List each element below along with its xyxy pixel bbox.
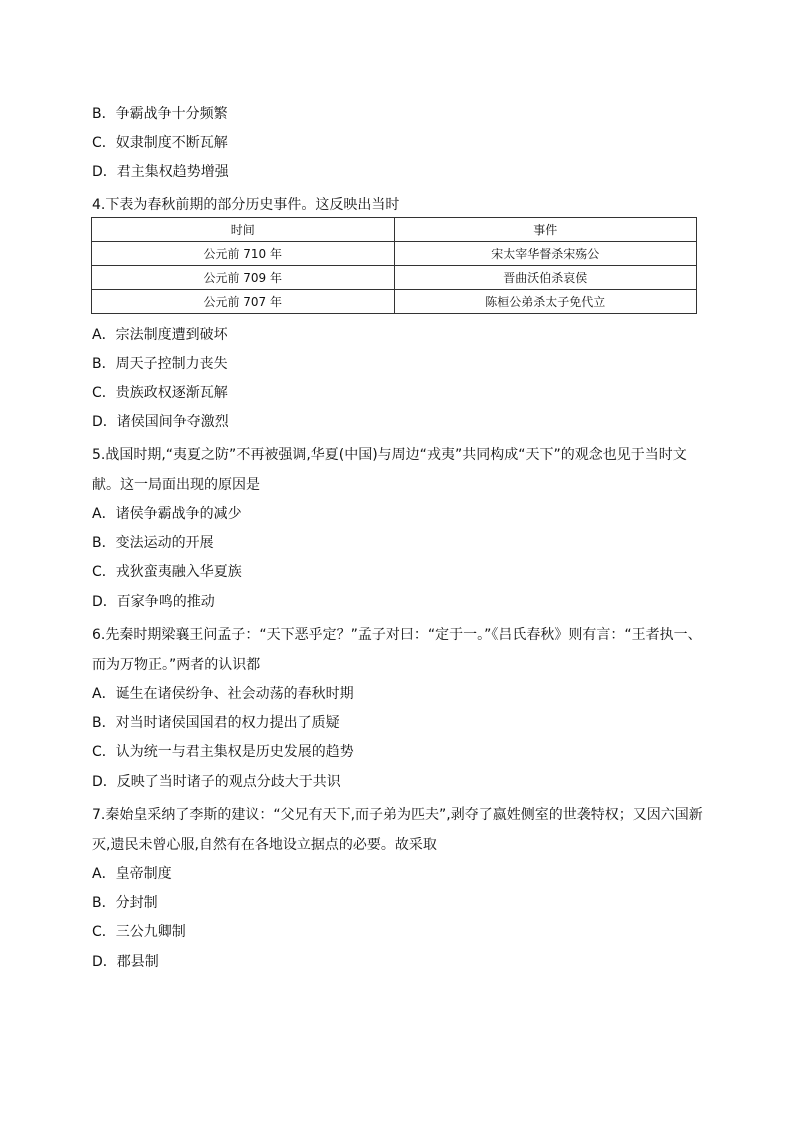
q4-option-d: D．诸侯国间争夺激烈 [92, 414, 229, 430]
q7-option-c: C．三公九卿制 [92, 924, 186, 940]
table-cell-event: 陈桓公弟杀太子免代立 [394, 290, 697, 314]
q4-events-table [91, 217, 697, 314]
table-header-event: 事件 [394, 218, 697, 242]
table-cell-time: 公元前 709 年 [92, 266, 395, 290]
q7-option-d: D．郡县制 [92, 954, 159, 970]
q4-stem: 4.下表为春秋前期的部分历史事件。这反映出当时 [92, 197, 400, 213]
table-header-row [92, 218, 697, 242]
table-row [92, 242, 697, 266]
q5-stem: 5.战国时期,“夷夏之防”不再被强调,华夏(中国)与周边“戎夷”共同构成“天下”的观念也见于当时文献。这一局面出现的原因是 [92, 447, 687, 493]
q4-option-b: B．周天子控制力丧失 [92, 356, 228, 372]
q7-option-a: A．皇帝制度 [92, 866, 172, 882]
q5-option-a: A．诸侯争霸战争的减少 [92, 506, 242, 522]
q3-option-d: D．君主集权趋势增强 [92, 164, 229, 180]
q6-option-c: C．认为统一与君主集权是历史发展的趋势 [92, 744, 354, 760]
table-cell-event: 宋太宰华督杀宋殇公 [394, 242, 697, 266]
q3-option-b: B．争霸战争十分频繁 [92, 106, 228, 122]
q4-option-c: C．贵族政权逐渐瓦解 [92, 385, 228, 401]
q6-option-b: B．对当时诸侯国国君的权力提出了质疑 [92, 715, 340, 731]
q3-option-c: C．奴隶制度不断瓦解 [92, 135, 228, 151]
q6-option-a: A．诞生在诸侯纷争、社会动荡的春秋时期 [92, 686, 354, 702]
q6-option-d: D．反映了当时诸子的观点分歧大于共识 [92, 774, 341, 790]
table-row [92, 290, 697, 314]
q5-option-b: B．变法运动的开展 [92, 535, 214, 551]
table-cell-event: 晋曲沃伯杀哀侯 [394, 266, 697, 290]
table-row [92, 266, 697, 290]
q5-option-c: C．戎狄蛮夷融入华夏族 [92, 564, 242, 580]
q5-option-d: D．百家争鸣的推动 [92, 594, 215, 610]
q7-stem: 7.秦始皇采纳了李斯的建议：“父兄有天下,而子弟为匹夫”,剥夺了嬴姓侧室的世袭特权；又因六国新灭,遗民未曾心服,自然有在各地设立据点的必要。故采取 [92, 807, 703, 853]
table-header-time: 时间 [92, 218, 395, 242]
q6-stem: 6.先秦时期梁襄王问孟子：“天下恶乎定？”孟子对曰：“定于一。”《吕氏春秋》则有言：“王者执一、而为万物正。”两者的认识都 [92, 627, 702, 673]
table-cell-time: 公元前 707 年 [92, 290, 395, 314]
q4-option-a: A．宗法制度遭到破坏 [92, 327, 228, 343]
table-cell-time: 公元前 710 年 [92, 242, 395, 266]
q7-option-b: B．分封制 [92, 895, 158, 911]
